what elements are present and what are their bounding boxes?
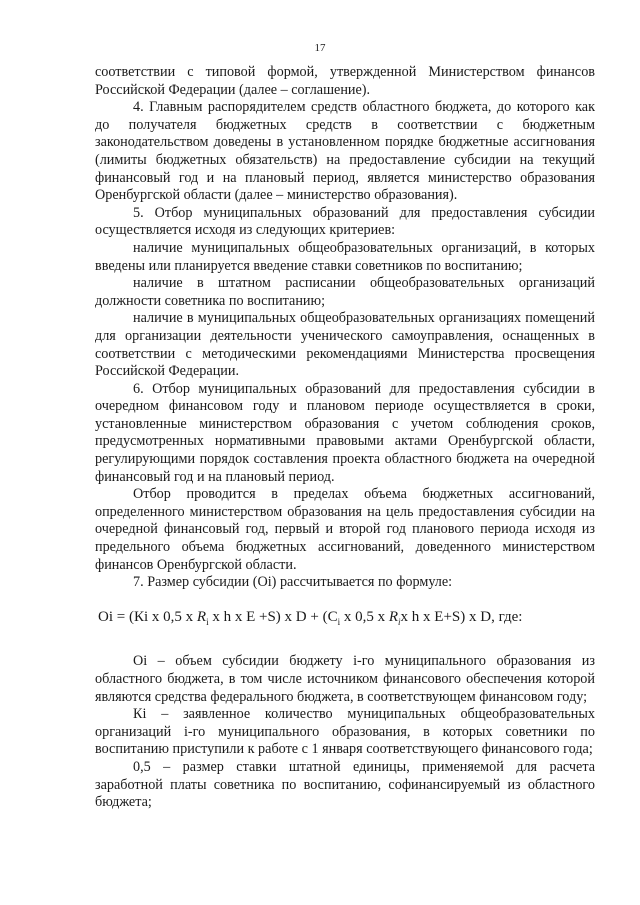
subsidy-formula — [95, 609, 595, 632]
formula-r-2: R — [388, 608, 399, 625]
criterion-schools-advisors: наличие муниципальных общеобразовательных организаций, в которых введены или планируется введение ставки советников по воспитанию; — [95, 239, 595, 274]
paragraph-4-main-administrator: 4. Главным распорядителем средств областного бюджета, до которого как до получателя бюджетных средств в соответствии с бюджетным законодательством доведены в установленном порядке бюджетные ассигнования (лимиты бюджетных обязательств) на предоставление субсидии на текущий финансовый год и на плановый период, является министерство образования Оренбургской области (далее – министерство образования). — [95, 99, 595, 204]
formula-part-2: х h х E +S) х D + (C — [208, 608, 338, 625]
page-number: 17 — [314, 42, 326, 54]
definition-rate-0-5: 0,5 – размер ставки штатной единицы, применяемой для расчета заработной платы советника по воспитанию, софинансируемый из областного бюджета; — [95, 758, 595, 811]
definition-ki: Кi – заявленное количество муниципальных общеобразовательных организаций i-го муниципального образования, в которых советники по воспитанию приступили к работе с 1 января соответствующего финансового года; — [95, 706, 595, 758]
formula-part-4: х h х E+S) х D, где: — [400, 608, 523, 625]
formula-r-1: R — [196, 608, 207, 625]
definition-oi: Оi – объем субсидии бюджету i-го муниципального образования из областного бюджета, в том числе источником финансового обеспечения которой являются средства федерального бюджета, в соответствующем финансовом году; — [95, 653, 595, 705]
formula-r-1-subscript: i — [206, 616, 209, 627]
formula-part-3: х 0,5 х — [340, 608, 389, 625]
formula-r-2-subscript: i — [398, 616, 401, 627]
paragraph-6-selection-timing: 6. Отбор муниципальных образований для предоставления субсидии в очередном финансовом году и плановом периоде осуществляется в сроки, установленные министерством образования с учетом соблюдения сроков, предусмотренных нормативными правовыми актами Оренбургской области, регулирующими порядок составления проекта областного бюджета на очередной финансовый год и на плановый период. — [95, 380, 595, 485]
criterion-staff-schedule: наличие в штатном расписании общеобразовательных организаций должности советника по воспитанию; — [95, 275, 595, 309]
paragraph-selection-limits: Отбор проводится в пределах объема бюджетных ассигнований, определенного министерством образования на цель предоставления субсидии на очередной финансовый год, первый и второй год планового периода исходя из предельного объема бюджетных ассигнований, доведенного министерством финансов Оренбургской области. — [95, 486, 595, 573]
criterion-self-government-rooms: наличие в муниципальных общеобразовательных организациях помещений для организации деятельности ученического самоуправления, оснащенных в соответствии с методическими рекомендациями Министерства просвещения Российской Федерации. — [95, 310, 595, 380]
paragraph-7-subsidy-size: 7. Размер субсидии (Оi) рассчитывается по формуле: — [133, 574, 453, 591]
paragraph-agreement-continuation: соответствии с типовой формой, утвержденной Министерством финансов Российской Федерации (далее – соглашение). — [95, 64, 595, 98]
document-body — [95, 64, 595, 812]
formula-part-1: Оi = (Кi х 0,5 х — [98, 608, 197, 625]
paragraph-5-selection-criteria: 5. Отбор муниципальных образований для предоставления субсидии осуществляется исходя из следующих критериев: — [95, 204, 595, 239]
formula-c-subscript: i — [337, 616, 341, 627]
